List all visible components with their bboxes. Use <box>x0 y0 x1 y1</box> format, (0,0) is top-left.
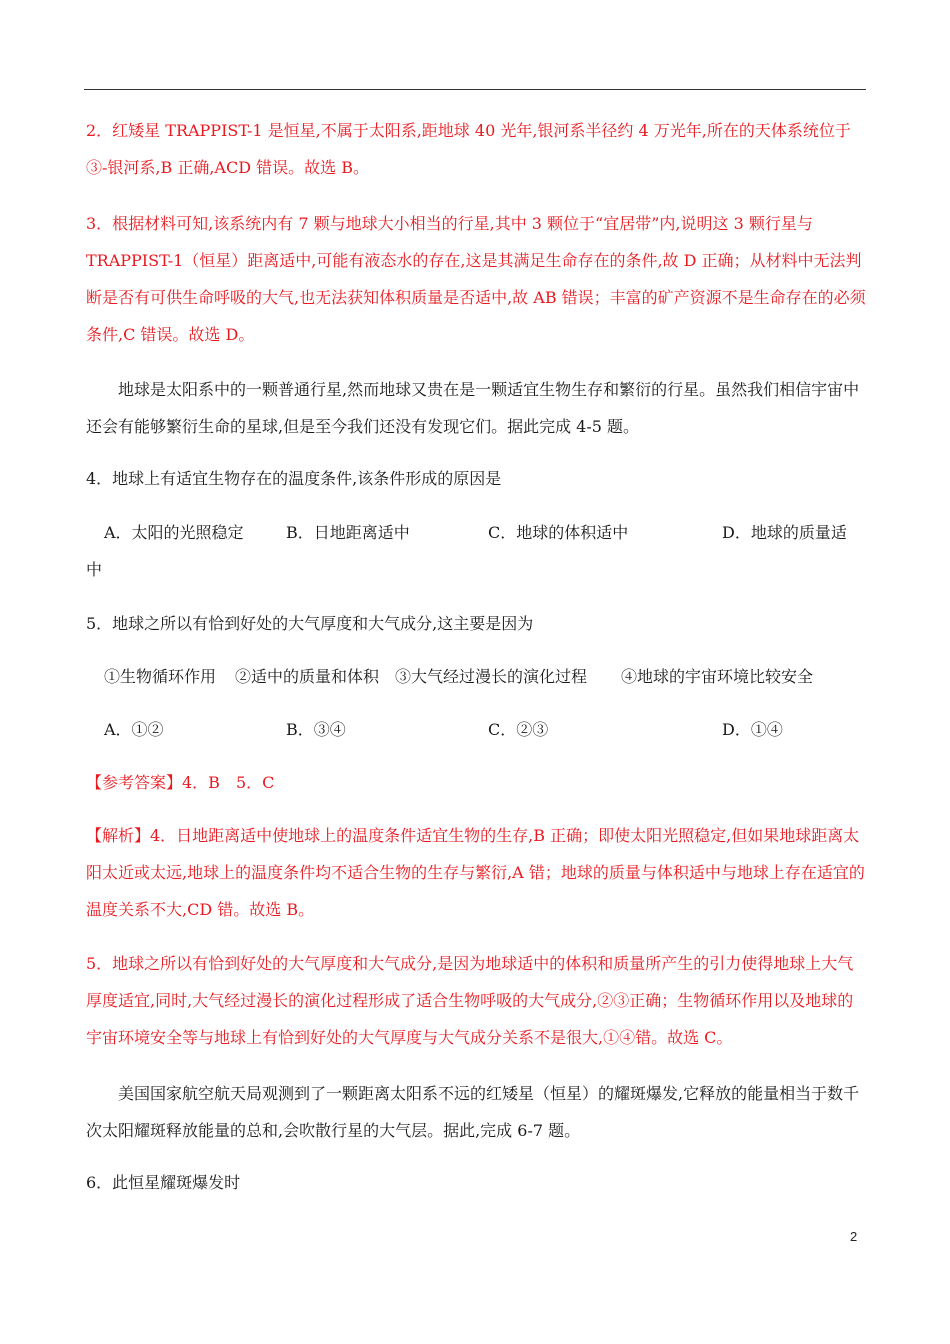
analysis-q3: 3．根据材料可知,该系统内有 7 颗与地球大小相当的行星,其中 3 颗位于“宜居带”内,说明这 3 颗行星与 TRAPPIST-1（恒星）距离适中,可能有液态水的存在,这是其满足生命存在的条件,故 D 正确；从材料中无法判断是否有可供生命呼吸的大气,也无法获知体积质量是否适中,故 AB 错误；丰富的矿产资源不是生命存在的必须条件,C 错误。故选 D。 <box>86 214 866 344</box>
q5-items <box>86 658 866 695</box>
q4-option-d-wrap: 中 <box>86 560 103 579</box>
answer-key: 【参考答案】4．B 5．C <box>86 773 275 792</box>
q6-stem: 6．此恒星耀斑爆发时 <box>86 1173 241 1192</box>
analysis-q4: 【解析】4．日地距离适中使地球上的温度条件适宜生物的生存,B 正确；即使太阳光照稳定,但如果地球距离太阳太近或太远,地球上的温度条件均不适合生物的生存与繁衍,A 错；地球的质量与体积适中与地球上存在适宜的温度关系不大,CD 错。故选 B。 <box>86 826 865 919</box>
q5-item-2: ②适中的质量和体积 <box>235 667 380 686</box>
q5-stem: 5．地球之所以有恰到好处的大气厚度和大气成分,这主要是因为 <box>86 614 534 633</box>
q4-option-a: A．太阳的光照稳定 <box>104 523 244 542</box>
passage-4-5: 地球是太阳系中的一颗普通行星,然而地球又贵在是一颗适宜生物生存和繁衍的行星。虽然我们相信宇宙中还会有能够繁衍生命的星球,但是至今我们还没有发现它们。据此完成 4-5 题。 <box>86 380 860 436</box>
q5-item-3: ③大气经过漫长的演化过程 <box>395 667 588 686</box>
analysis-q2: 2．红矮星 TRAPPIST-1 是恒星,不属于太阳系,距地球 40 光年,银河系半径约 4 万光年,所在的天体系统位于③-银河系,B 正确,ACD 错误。故选 B。 <box>86 121 851 177</box>
header-rule <box>84 89 866 90</box>
q4-option-d: D．地球的质量适 <box>722 523 847 542</box>
q4-option-c: C．地球的体积适中 <box>488 523 629 542</box>
q5-option-b: B．③④ <box>286 720 346 739</box>
page-number: 2 <box>850 1229 858 1244</box>
q5-option-a: A．①② <box>104 720 164 739</box>
q4-options <box>86 514 866 551</box>
q4-stem: 4．地球上有适宜生物存在的温度条件,该条件形成的原因是 <box>86 469 502 488</box>
passage-6-7: 美国国家航空航天局观测到了一颗距离太阳系不远的红矮星（恒星）的耀斑爆发,它释放的能量相当于数千次太阳耀斑释放能量的总和,会吹散行星的大气层。据此,完成 6-7 题。 <box>86 1084 860 1140</box>
q5-option-d: D．①④ <box>722 720 783 739</box>
q5-option-c: C．②③ <box>488 720 549 739</box>
q5-item-1: ①生物循环作用 <box>104 667 217 686</box>
analysis-q5: 5．地球之所以有恰到好处的大气厚度和大气成分,是因为地球适中的体积和质量所产生的引力使得地球上大气厚度适宜,同时,大气经过漫长的演化过程形成了适合生物呼吸的大气成分,②③正确；生物循环作用以及地球的宇宙环境安全等与地球上有恰到好处的大气厚度与大气成分关系不是很大,①④错。故选 C。 <box>86 954 854 1047</box>
q5-item-4: ④地球的宇宙环境比较安全 <box>621 667 814 686</box>
q4-option-b: B．日地距离适中 <box>286 523 410 542</box>
q5-options <box>86 711 866 748</box>
